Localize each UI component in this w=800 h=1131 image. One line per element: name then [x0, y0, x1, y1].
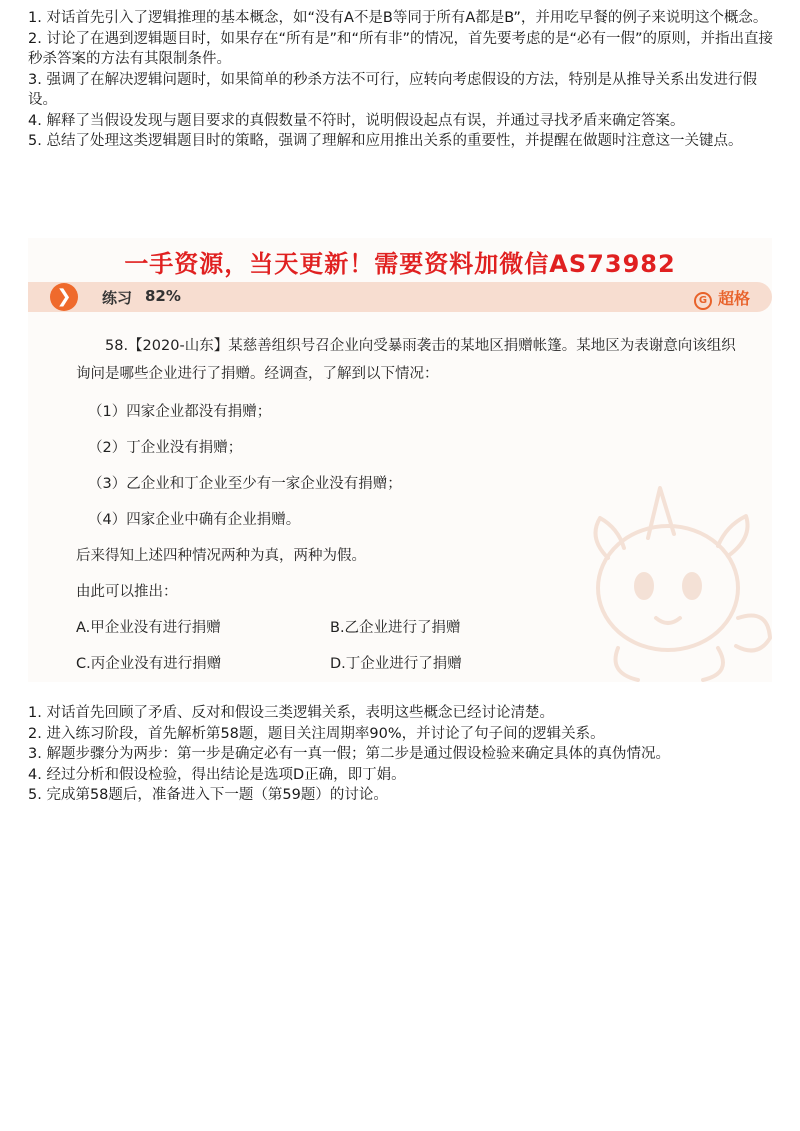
practice-percent: 82% — [145, 287, 181, 305]
promo-banner: 一手资源，当天更新！需要资料加微信AS73982 — [124, 250, 676, 278]
condition-item: （3）乙企业和丁企业至少有一家企业没有捐赠； — [88, 476, 402, 492]
note-item: 5. 完成第58题后，准备进入下一题（第59题）的讨论。 — [28, 787, 388, 803]
brand-logo — [694, 286, 750, 310]
condition-item: （1）四家企业都没有捐赠； — [88, 404, 272, 420]
note-item: 3. 强调了在解决逻辑问题时，如果简单的秒杀方法不可行，应转向考虑假设的方法，特别是从推导关系出发进行假设。 — [28, 71, 757, 108]
answer-options — [76, 616, 736, 682]
chevron-right-icon: ❯ — [50, 283, 78, 311]
option-b: B.乙企业进行了捐赠 — [330, 620, 461, 636]
note-item: 4. 解释了当假设发现与题目要求的真假数量不符时，说明假设起点有误，并通过寻找矛盾来确定答案。 — [28, 112, 685, 129]
practice-label: 练习 — [102, 289, 133, 307]
fact-statement: 后来得知上述四种情况两种为真，两种为假。 — [76, 548, 366, 564]
note-item: 1. 对话首先引入了逻辑推理的基本概念，如“没有A不是B等同于所有A都是B”，并用吃早餐的例子来说明这个概念。 — [28, 10, 768, 26]
option-a: A.甲企业没有进行捐赠 — [76, 620, 221, 636]
note-item: 2. 讨论了在遇到逻辑题目时，如果存在“所有是”和“所有非”的情况，首先要考虑的是“必有一假”的原则，并指出直接秒杀答案的方法有其限制条件。 — [28, 30, 774, 67]
condition-item: （4）四家企业中确有企业捐赠。 — [88, 512, 301, 528]
lecture-slide — [28, 238, 772, 682]
note-item: 2. 进入练习阶段，首先解析第58题，题目关注周期率90%，并讨论了句子间的逻辑关系。 — [28, 725, 605, 742]
brand-g-icon: G — [694, 292, 712, 310]
note-item: 3. 解题步骤分为两步：第一步是确定必有一真一假；第二步是通过假设检验来确定具体的真伪情况。 — [28, 746, 670, 762]
note-item: 5. 总结了处理这类逻辑题目时的策略，强调了理解和应用推出关系的重要性，并提醒在做题时注意这一关键点。 — [28, 133, 743, 149]
summary-notes-bottom — [28, 703, 776, 806]
practice-header — [28, 282, 772, 312]
note-item: 1. 对话首先回顾了矛盾、反对和假设三类逻辑关系，表明这些概念已经讨论清楚。 — [28, 705, 554, 721]
option-d: D.丁企业进行了捐赠 — [330, 656, 462, 672]
question-stem: 58.【2020-山东】某慈善组织号召企业向受暴雨袭击的某地区捐赠帐篷。某地区为表谢意向该组织询问是哪些企业进行了捐赠。经调查，了解到以下情况： — [76, 338, 736, 382]
note-item: 4. 经过分析和假设检验，得出结论是选项D正确，即丁娟。 — [28, 766, 406, 783]
brand-name: 超格 — [717, 289, 750, 308]
condition-item: （2）丁企业没有捐赠； — [88, 440, 243, 456]
question-block — [76, 332, 736, 682]
inference-prompt: 由此可以推出： — [76, 584, 178, 600]
option-c: C.丙企业没有进行捐赠 — [76, 656, 222, 672]
summary-notes-top — [28, 8, 776, 152]
